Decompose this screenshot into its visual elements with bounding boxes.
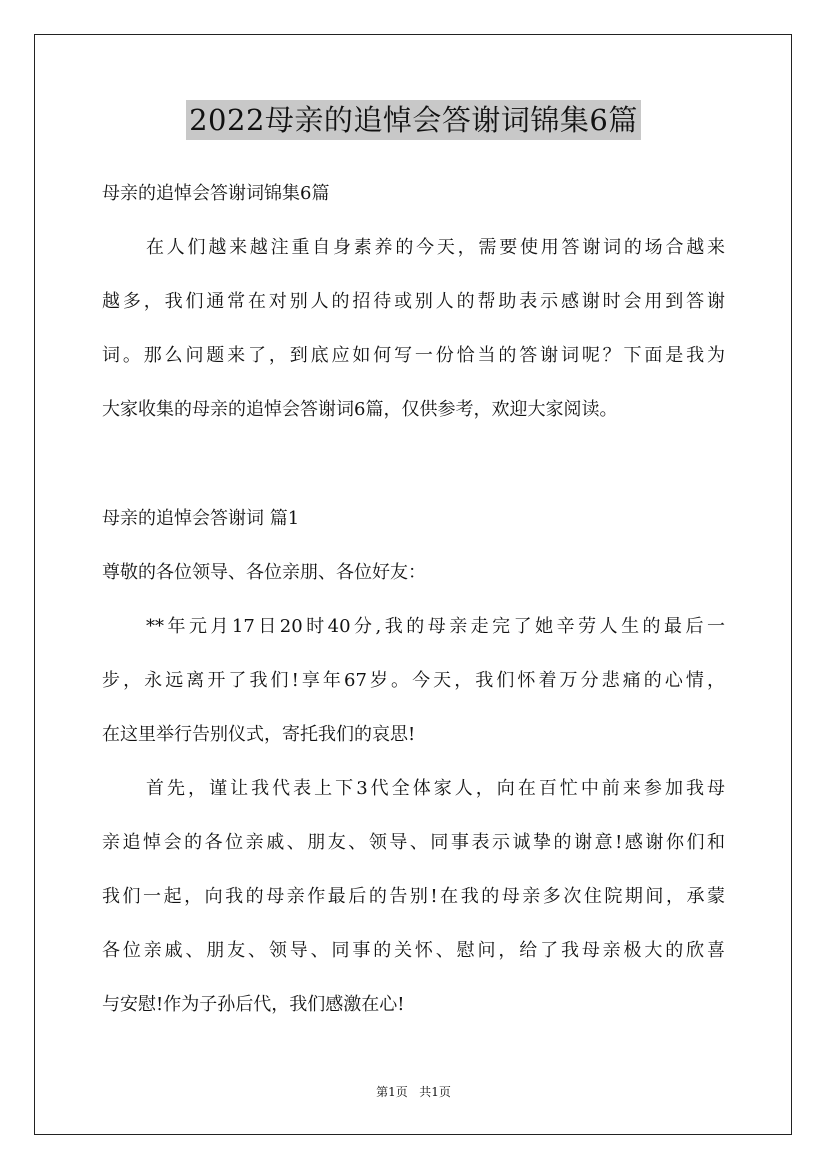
para2-line-4: 各位亲戚、朋友、领导、同事的关怀、慰问，给了我母亲极大的欣喜 — [102, 940, 725, 961]
para1-line-3: 在这里举行告别仪式，寄托我们的哀思! — [102, 724, 416, 745]
subtitle: 母亲的追悼会答谢词锦集6篇 — [102, 183, 330, 204]
para2-line-5: 与安慰!作为子孙后代，我们感激在心! — [102, 994, 405, 1015]
para1-line-1: **年元月17日20时40分,我的母亲走完了她辛劳人生的最后一 — [146, 616, 725, 637]
para2-line-3: 我们一起，向我的母亲作最后的告别!在我的母亲多次住院期间，承蒙 — [102, 886, 725, 907]
page-total: 共1页 — [419, 1085, 451, 1099]
title-container — [0, 100, 827, 140]
document-title: 2022母亲的追悼会答谢词锦集6篇 — [186, 100, 641, 140]
intro-line-3: 词。那么问题来了，到底应如何写一份恰当的答谢词呢？下面是我为 — [102, 345, 725, 366]
salutation: 尊敬的各位领导、各位亲朋、各位好友： — [102, 562, 426, 583]
intro-line-4: 大家收集的母亲的追悼会答谢词6篇，仅供参考，欢迎大家阅读。 — [102, 399, 618, 420]
para2-line-1: 首先，谨让我代表上下3代全体家人，向在百忙中前来参加我母 — [146, 778, 725, 799]
intro-line-2: 越多，我们通常在对别人的招待或别人的帮助表示感谢时会用到答谢 — [102, 291, 725, 312]
page-footer — [0, 1083, 827, 1101]
page-number: 第1页 — [376, 1085, 408, 1099]
para2-line-2: 亲追悼会的各位亲戚、朋友、领导、同事表示诚挚的谢意!感谢你们和 — [102, 832, 725, 853]
section-heading: 母亲的追悼会答谢词 篇1 — [102, 508, 300, 529]
para1-line-2: 步，永远离开了我们!享年67岁。今天，我们怀着万分悲痛的心情， — [102, 670, 725, 691]
intro-line-1: 在人们越来越注重自身素养的今天，需要使用答谢词的场合越来 — [146, 237, 725, 258]
